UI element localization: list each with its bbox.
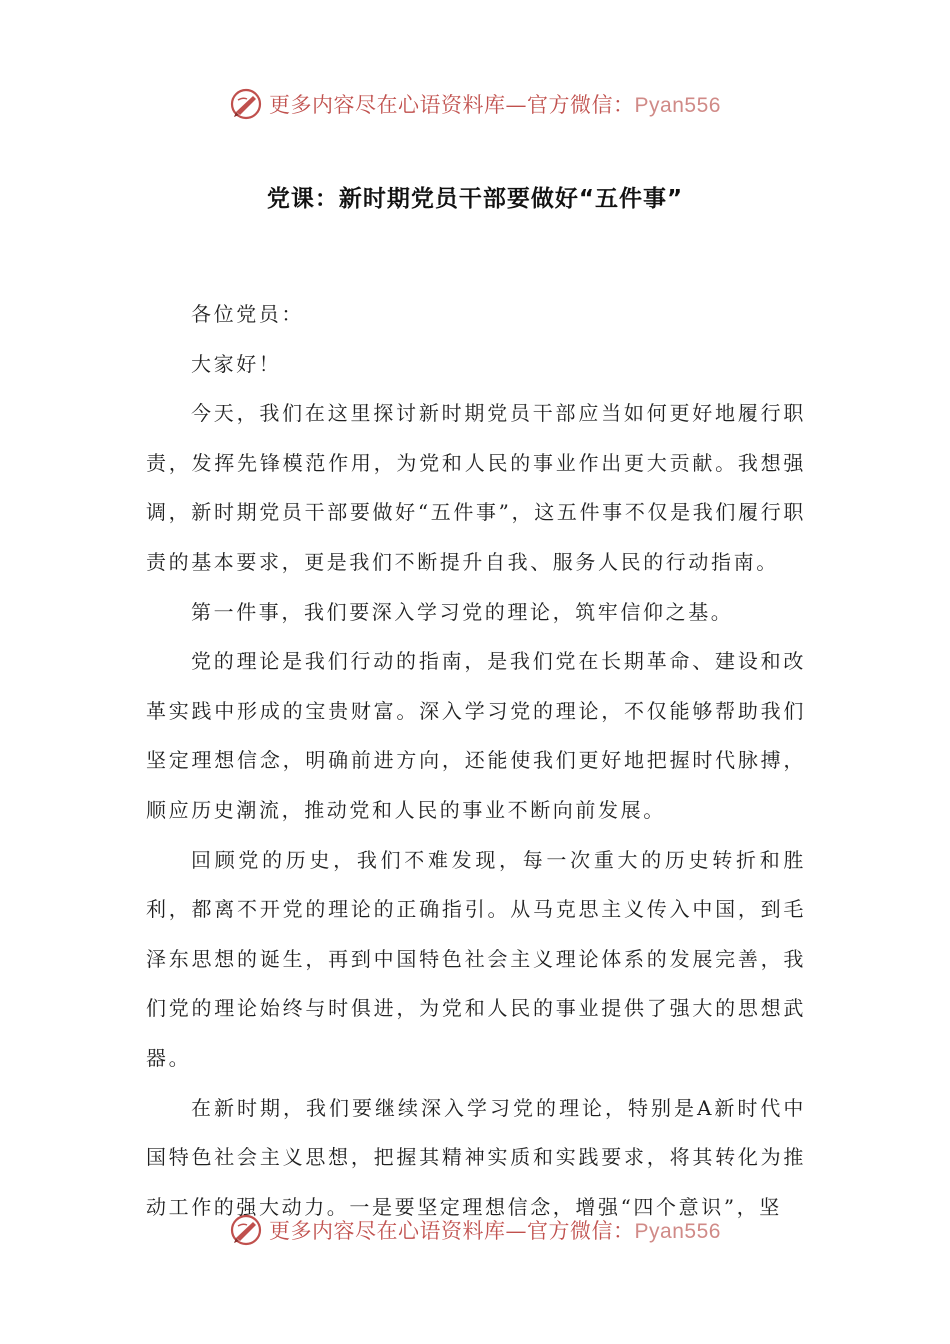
paragraph-salutation: 各位党员： <box>191 302 304 326</box>
paragraph-theory: 党的理论是我们行动的指南，是我们党在长期革命、建设和改革实践中形成的宝贵财富。深入学习党的理论，不仅能够帮助我们坚定理想信念，明确前进方向，还能使我们更好地把握时代脉搏，顺应历史潮流，推动党和人民的事业不断向前发展。 <box>146 649 806 822</box>
header-wechat-id: Pyan556 <box>634 94 721 117</box>
header-banner-label: 更多内容尽在心语资料库—官方微信： <box>269 93 635 117</box>
paragraph-intro: 今天，我们在这里探讨新时期党员干部应当如何更好地履行职责，发挥先锋模范作用，为党和人民的事业作出更大贡献。我想强调，新时期党员干部要做好“五件事”，这五件事不仅是我们履行职责的基本要求，更是我们不断提升自我、服务人民的行动指南。 <box>146 401 806 574</box>
pen-logo-icon <box>229 87 263 121</box>
paragraph-greeting: 大家好！ <box>191 351 282 376</box>
footer-banner <box>0 1210 950 1250</box>
document-title: 党课：新时期党员干部要做好“五件事” <box>266 186 684 212</box>
header-banner-text <box>269 89 721 119</box>
paragraph-history: 回顾党的历史，我们不难发现，每一次重大的历史转折和胜利，都离不开党的理论的正确指引。从马克思主义传入中国，到毛泽东思想的诞生，再到中国特色社会主义理论体系的发展完善，我们党的理论始终与时俱进，为党和人民的事业提供了强大的思想武器。 <box>146 847 806 1070</box>
header-banner <box>0 84 950 124</box>
paragraph-new-era: 在新时期，我们要继续深入学习党的理论，特别是A新时代中国特色社会主义思想，把握其精神实质和实践要求，将其转化为推动工作的强大动力。一是要坚定理想信念，增强“四个意识”，坚 <box>146 1095 806 1219</box>
document-body <box>146 290 806 1232</box>
footer-banner-text <box>269 1215 721 1245</box>
footer-banner-label: 更多内容尽在心语资料库—官方微信： <box>269 1219 635 1243</box>
paragraph-first-thing: 第一件事，我们要深入学习党的理论，筑牢信仰之基。 <box>191 599 734 624</box>
pen-logo-icon <box>229 1213 263 1247</box>
footer-wechat-id: Pyan556 <box>634 1220 721 1243</box>
